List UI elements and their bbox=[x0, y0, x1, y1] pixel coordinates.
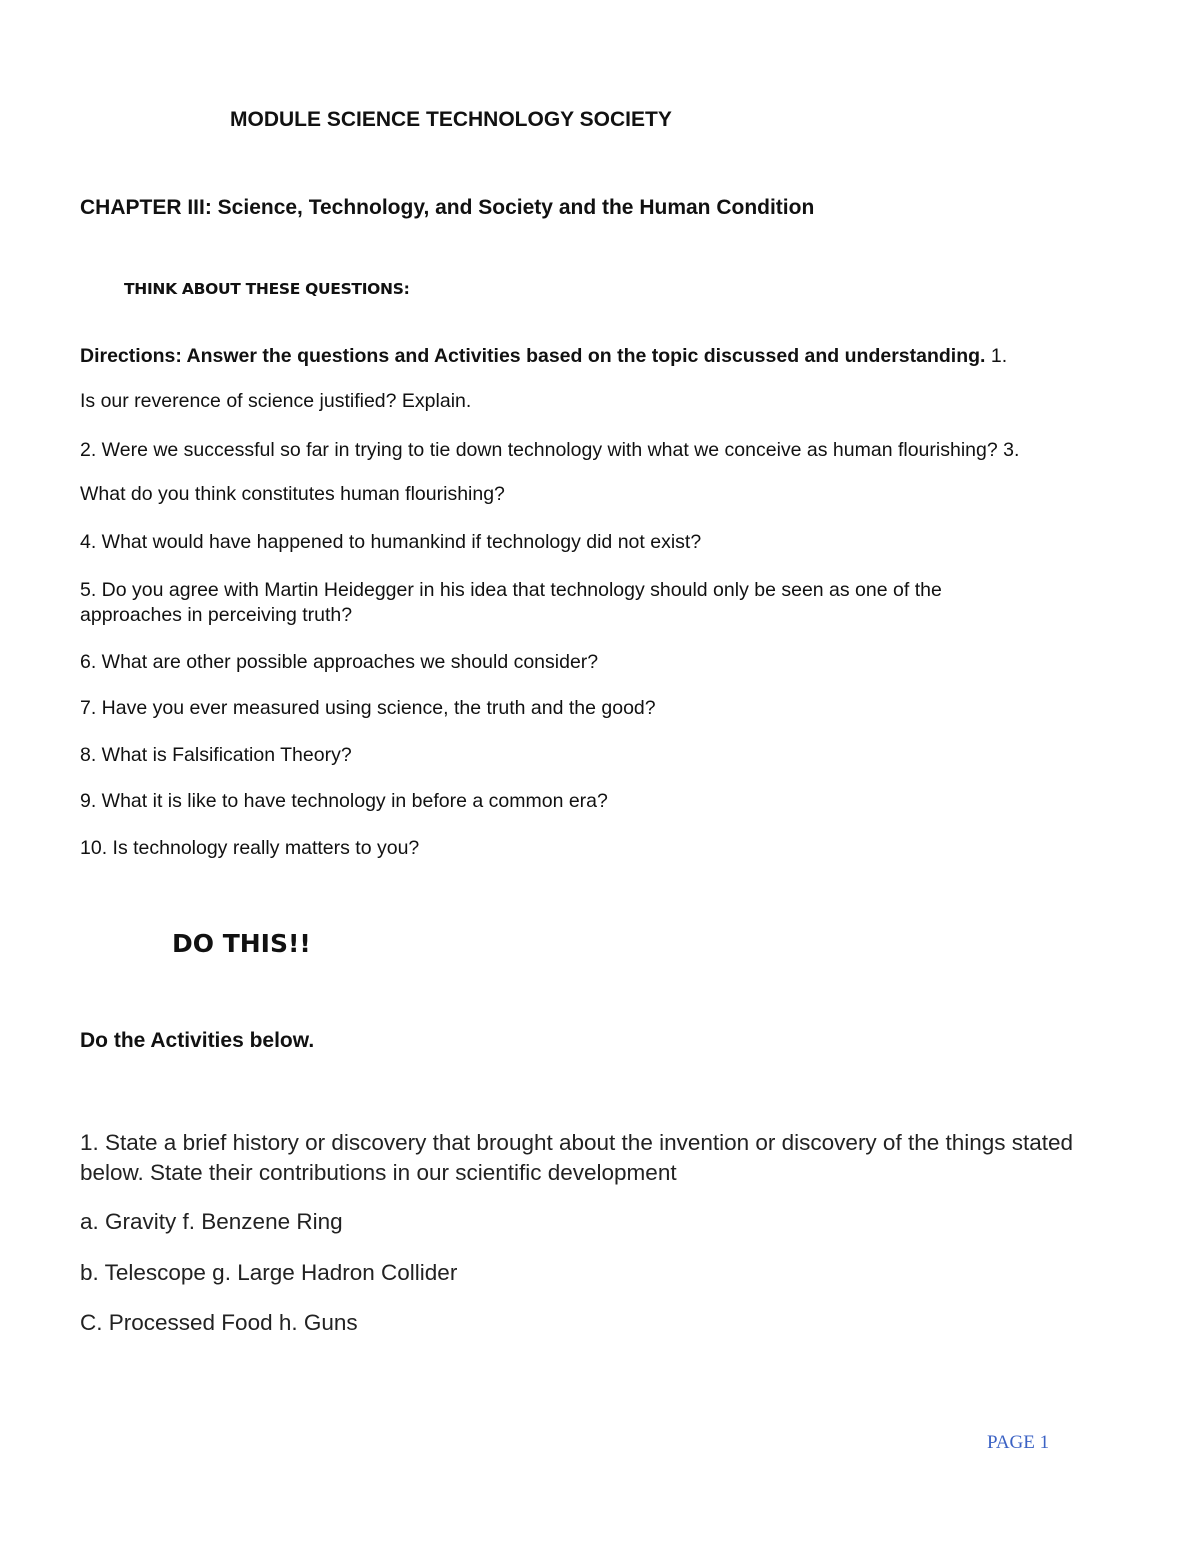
question-line: Is our reverence of science justified? Explain. bbox=[80, 390, 472, 412]
question-line: 6. What are other possible approaches we should consider? bbox=[80, 651, 599, 673]
do-this-heading: DO THIS!! bbox=[172, 929, 311, 958]
activity-line: 1. State a brief history or discovery that brought about the invention or discovery of the things stated bbox=[80, 1130, 1074, 1155]
question-line: approaches in perceiving truth? bbox=[80, 604, 353, 626]
question-line: 10. Is technology really matters to you? bbox=[80, 837, 420, 859]
question-line: 8. What is Falsification Theory? bbox=[80, 744, 352, 766]
question-line: 4. What would have happened to humankind if technology did not exist? bbox=[80, 531, 702, 553]
activity-line: C. Processed Food h. Guns bbox=[80, 1310, 358, 1335]
directions-line bbox=[80, 345, 1007, 368]
directions-bold: Directions: Answer the questions and Activities based on the topic discussed and understanding. bbox=[80, 345, 986, 367]
think-heading: THINK ABOUT THESE QUESTIONS: bbox=[124, 280, 410, 298]
question-line: 2. Were we successful so far in trying to tie down technology with what we conceive as human flourishing? 3. bbox=[80, 439, 1020, 461]
question-line: 9. What it is like to have technology in before a common era? bbox=[80, 790, 608, 812]
activities-heading: Do the Activities below. bbox=[80, 1029, 315, 1052]
page-number: PAGE 1 bbox=[987, 1432, 1050, 1453]
chapter-heading: CHAPTER III: Science, Technology, and Society and the Human Condition bbox=[80, 196, 815, 219]
directions-tail: 1. bbox=[985, 345, 1008, 367]
question-line: 7. Have you ever measured using science, the truth and the good? bbox=[80, 697, 656, 719]
question-line: What do you think constitutes human flourishing? bbox=[80, 483, 505, 505]
activity-line: below. State their contributions in our scientific development bbox=[80, 1160, 677, 1185]
module-title: MODULE SCIENCE TECHNOLOGY SOCIETY bbox=[230, 108, 672, 131]
question-line: 5. Do you agree with Martin Heidegger in his idea that technology should only be seen as one of the bbox=[80, 579, 942, 601]
activity-line: a. Gravity f. Benzene Ring bbox=[80, 1209, 343, 1234]
activity-line: b. Telescope g. Large Hadron Collider bbox=[80, 1260, 458, 1285]
